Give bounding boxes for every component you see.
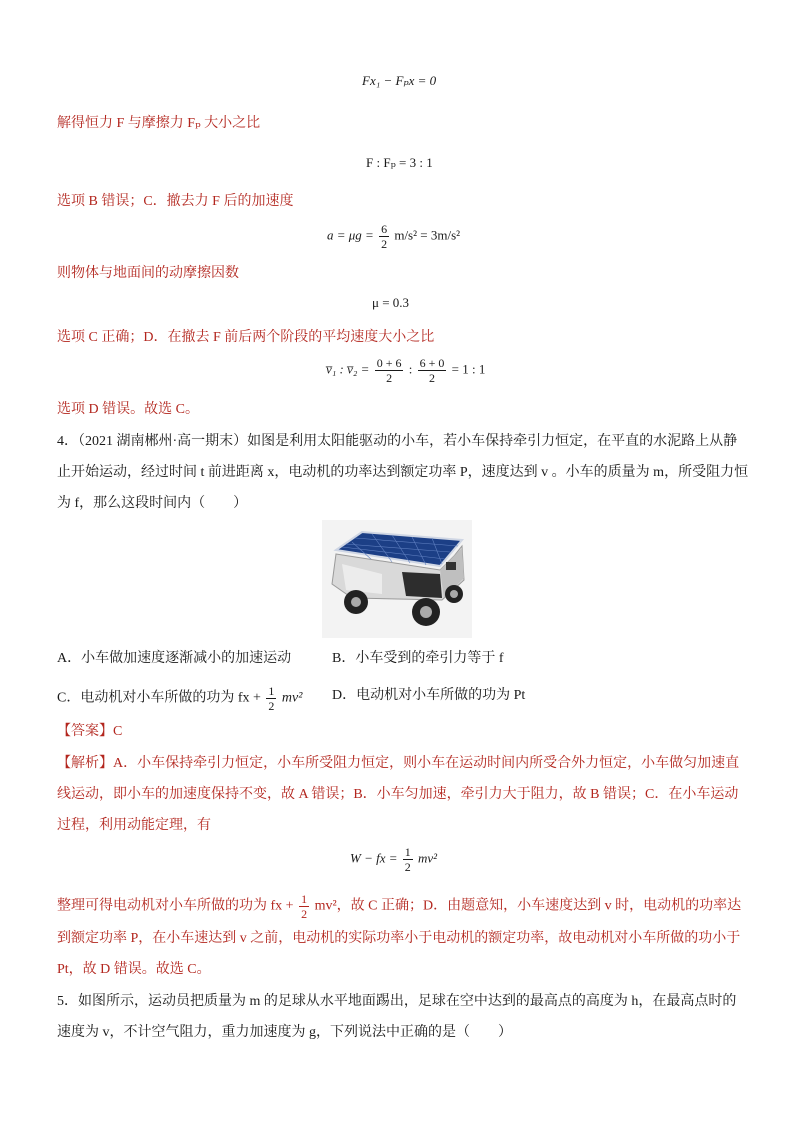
question-4-line-2: 止开始运动，经过时间 t 前进距离 x，电动机的功率达到额定功率 P，速度达到 v 。小车的质量为 m，所受阻力恒 [57, 465, 749, 480]
analysis-line-6: Pt，故 D 错误。故选 C。 [57, 962, 211, 977]
option-d: D．电动机对小车所做的功为 Pt [332, 688, 526, 703]
eq5-right: = 1 : 1 [451, 361, 486, 377]
equation-mu: μ = 0.3 [372, 295, 410, 310]
eq3-fraction [379, 222, 389, 251]
analysis-line-3: 过程，利用动能定理，有 [57, 818, 211, 833]
eq6-fraction [403, 845, 413, 874]
eq5-fraction-1 [375, 356, 404, 385]
text-option-d: 选项 D 错误。故选 C。 [57, 402, 199, 417]
question-5-line-2: 速度为 v，不计空气阻力，重力加速度为 g，下列说法中正确的是（ ） [57, 1025, 512, 1040]
eq5-left: v̅₁ : v̅₂ = [326, 361, 370, 377]
equation-work-balance: Fx₁ − Fₚx = 0 [362, 73, 437, 88]
equation-force-ratio: F : Fₚ = 3 : 1 [366, 155, 433, 170]
equation-acceleration [327, 222, 460, 251]
question-5-line-1: 5．如图所示，运动员把质量为 m 的足球从水平地面踢出，足球在空中达到的最高点的高度为 h，在最高点时的 [57, 994, 737, 1009]
answer-label: 【答案】C [57, 724, 123, 739]
text-option-c: 选项 C 正确；D．在撤去 F 前后两个阶段的平均速度大小之比 [57, 330, 435, 345]
equation-work-energy [350, 845, 437, 874]
eq6-numerator: 1 [404, 845, 411, 859]
eq6-right: mv² [418, 850, 438, 866]
question-4-line-1: 4．（2021 湖南郴州·高一期末）如图是利用太阳能驱动的小车，若小车保持牵引力恒定，在平直的水泥路上从静 [57, 434, 738, 449]
analysis-line-1: 【解析】A．小车保持牵引力恒定，小车所受阻力恒定，则小车在运动时间内所受合外力恒定，小车做匀加速直 [57, 756, 740, 771]
eq3-numerator: 6 [381, 222, 388, 236]
option-c [57, 684, 302, 713]
solar-car-image [322, 520, 472, 638]
analysis-line-4-numerator: 1 [301, 892, 308, 906]
eq3-left: a = μg = [327, 227, 374, 243]
analysis-line-4-fraction [299, 892, 309, 921]
eq5-denominator-2: 2 [428, 371, 435, 385]
question-4-line-3: 为 f，那么这段时间内（ ） [57, 496, 248, 511]
eq3-denominator: 2 [381, 237, 388, 251]
text-option-b: 选项 B 错误；C．撤去力 F 后的加速度 [57, 194, 294, 209]
eq5-numerator-1: 0 + 6 [376, 356, 402, 370]
analysis-line-4 [57, 892, 741, 921]
text-ratio-intro: 解得恒力 F 与摩擦力 Fₚ 大小之比 [57, 116, 261, 131]
eq5-numerator-2: 6 + 0 [419, 356, 445, 370]
eq5-denominator-1: 2 [386, 371, 393, 385]
analysis-line-5: 到额定功率 P，在小车速达到 v 之前，电动机的实际功率小于电动机的额定功率，故电动机对小车所做的功小于 [57, 931, 741, 946]
eq5-fraction-2 [418, 356, 447, 385]
analysis-line-4-denominator: 2 [301, 907, 308, 921]
analysis-line-4-prefix: 整理可得电动机对小车所做的功为 fx + [57, 898, 294, 914]
analysis-line-4-suffix: mv²，故 C 正确；D．由题意知，小车速度达到 v 时，电动机的功率达 [314, 898, 742, 914]
option-b: B．小车受到的牵引力等于 f [332, 651, 504, 666]
option-c-numerator: 1 [268, 684, 275, 698]
eq6-left: W − fx = [350, 850, 398, 866]
eq5-mid: : [408, 361, 413, 377]
text-friction-coefficient: 则物体与地面间的动摩擦因数 [57, 266, 239, 281]
eq6-denominator: 2 [404, 860, 411, 874]
option-a: A．小车做加速度逐渐减小的加速运动 [57, 651, 292, 666]
equation-average-velocity [326, 356, 485, 385]
option-c-fraction [266, 684, 276, 713]
eq3-right: m/s² = 3m/s² [394, 227, 461, 243]
analysis-line-2: 线运动，即小车的加速度保持不变，故 A 错误；B．小车匀加速，牵引力大于阻力，故 B 错误；C．在小车运动 [57, 787, 739, 802]
option-c-suffix: mv² [281, 690, 303, 706]
option-c-prefix: C．电动机对小车所做的功为 fx + [57, 690, 261, 706]
option-c-denominator: 2 [268, 699, 275, 713]
